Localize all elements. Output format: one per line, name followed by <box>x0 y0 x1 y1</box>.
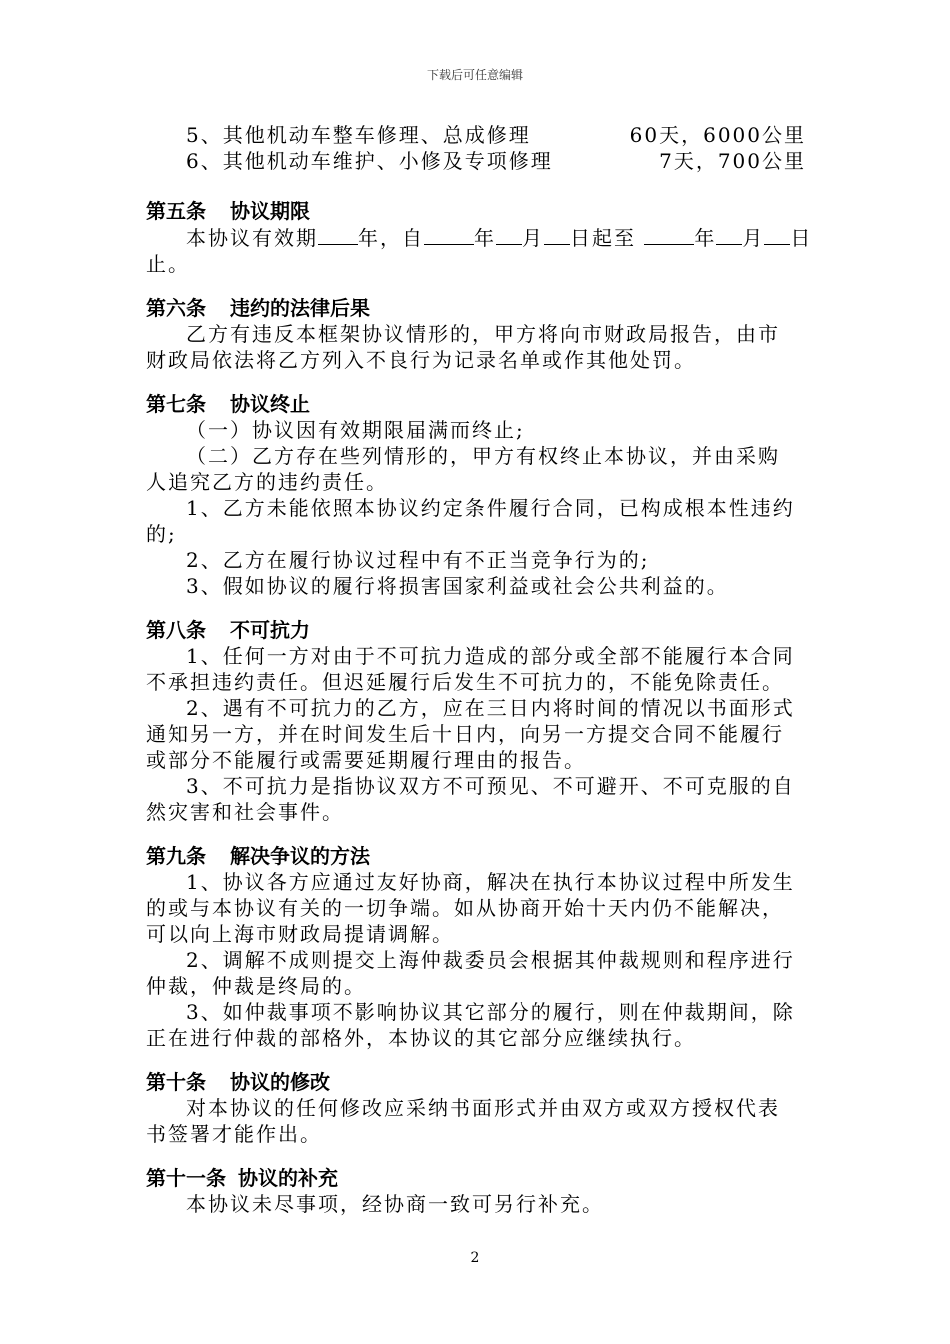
paragraph-line: 2、乙方在履行协议过程中有不正当竞争行为的; <box>186 548 650 572</box>
blank-field <box>424 224 474 245</box>
paragraph-line: （一）协议因有效期限届满而终止; <box>186 418 525 442</box>
section-heading <box>146 617 806 643</box>
paragraph-line: 的; <box>146 522 177 546</box>
page-number: 2 <box>470 1250 480 1266</box>
section-number: 第八条 <box>146 618 206 642</box>
paragraph-line: 1、协议各方应通过友好协商，解决在执行本协议过程中所发生 <box>186 870 795 894</box>
section-heading <box>146 1165 806 1191</box>
paragraph-line: 1、乙方未能依照本协议约定条件履行合同，已构成根本性违约 <box>186 496 795 520</box>
section-heading <box>146 198 806 224</box>
blank-field <box>716 224 742 245</box>
paragraph-line: 乙方有违反本框架协议情形的，甲方将向市财政局报告，由市 <box>186 322 780 346</box>
blank-field <box>318 224 358 245</box>
paragraph-line: 3、如仲裁事项不影响协议其它部分的履行，则在仲裁期间，除 <box>186 1000 795 1024</box>
paragraph-line: 不承担违约责任。但迟延履行后发生不可抗力的，不能免除责任。 <box>146 670 784 694</box>
paragraph-line: 然灾害和社会事件。 <box>146 800 344 824</box>
paragraph-line: 对本协议的任何修改应采纳书面形式并由双方或双方授权代表 <box>186 1096 780 1120</box>
section-number: 第七条 <box>146 392 206 416</box>
paragraph-line: 3、不可抗力是指协议双方不可预见、不可避开、不可克服的自 <box>186 774 795 798</box>
paragraph-line: 通知另一方，并在时间发生后十日内，向另一方提交合同不能履行 <box>146 722 784 746</box>
page-header: 下载后可任意编辑 <box>426 68 523 82</box>
section-title: 协议终止 <box>230 392 310 416</box>
paragraph-line: 1、任何一方对由于不可抗力造成的部分或全部不能履行本合同 <box>186 644 795 668</box>
item-text: 5、其他机动车整车修理、总成修理 <box>186 123 531 147</box>
paragraph-line: 人追究乙方的违约责任。 <box>146 470 388 494</box>
paragraph-line: 本协议有效期 年，自 年 月 日起至 年 月 日 <box>186 226 813 250</box>
item-value: 60天，6000公里 <box>629 123 806 147</box>
section-heading <box>146 1069 806 1095</box>
paragraph-line: （二）乙方存在些列情形的，甲方有权终止本协议，并由采购 <box>186 444 780 468</box>
paragraph-line: 本协议未尽事项，经协商一致可另行补充。 <box>186 1192 604 1216</box>
section-title: 解决争议的方法 <box>230 844 370 868</box>
paragraph-line: 2、调解不成则提交上海仲裁委员会根据其仲裁规则和程序进行 <box>186 948 795 972</box>
section-number: 第十条 <box>146 1070 206 1094</box>
paragraph-line: 的或与本协议有关的一切争端。如从协商开始十天内仍不能解决， <box>146 896 784 920</box>
section-title: 不可抗力 <box>230 618 310 642</box>
paragraph-line: 止。 <box>146 252 190 276</box>
list-item <box>146 122 806 148</box>
paragraph-line: 书签署才能作出。 <box>146 1122 322 1146</box>
section-heading <box>146 295 806 321</box>
blank-field <box>544 224 570 245</box>
section-title: 协议的补充 <box>238 1166 338 1190</box>
section-title: 违约的法律后果 <box>230 296 370 320</box>
paragraph-line: 正在进行仲裁的部格外，本协议的其它部分应继续执行。 <box>146 1026 696 1050</box>
section-title: 协议的修改 <box>230 1070 330 1094</box>
section-title: 协议期限 <box>230 199 310 223</box>
section-heading <box>146 843 806 869</box>
paragraph-line: 仲裁，仲裁是终局的。 <box>146 974 366 998</box>
blank-field <box>764 224 790 245</box>
blank-field <box>644 224 694 245</box>
section-number: 第十一条 <box>146 1166 226 1190</box>
section-number: 第五条 <box>146 199 206 223</box>
paragraph-line: 2、遇有不可抗力的乙方，应在三日内将时间的情况以书面形式 <box>186 696 795 720</box>
document-body <box>146 122 813 1217</box>
paragraph-line: 可以向上海市财政局提请调解。 <box>146 922 454 946</box>
paragraph-line: 3、假如协议的履行将损害国家利益或社会公共利益的。 <box>186 574 729 598</box>
item-value: 7天，700公里 <box>659 149 806 173</box>
section-number: 第六条 <box>146 296 206 320</box>
list-item <box>146 148 806 174</box>
item-text: 6、其他机动车维护、小修及专项修理 <box>186 149 553 173</box>
blank-field <box>496 224 522 245</box>
paragraph-line: 或部分不能履行或需要延期履行理由的报告。 <box>146 748 586 772</box>
paragraph-line: 财政局依法将乙方列入不良行为记录名单或作其他处罚。 <box>146 348 696 372</box>
section-heading <box>146 391 806 417</box>
section-number: 第九条 <box>146 844 206 868</box>
